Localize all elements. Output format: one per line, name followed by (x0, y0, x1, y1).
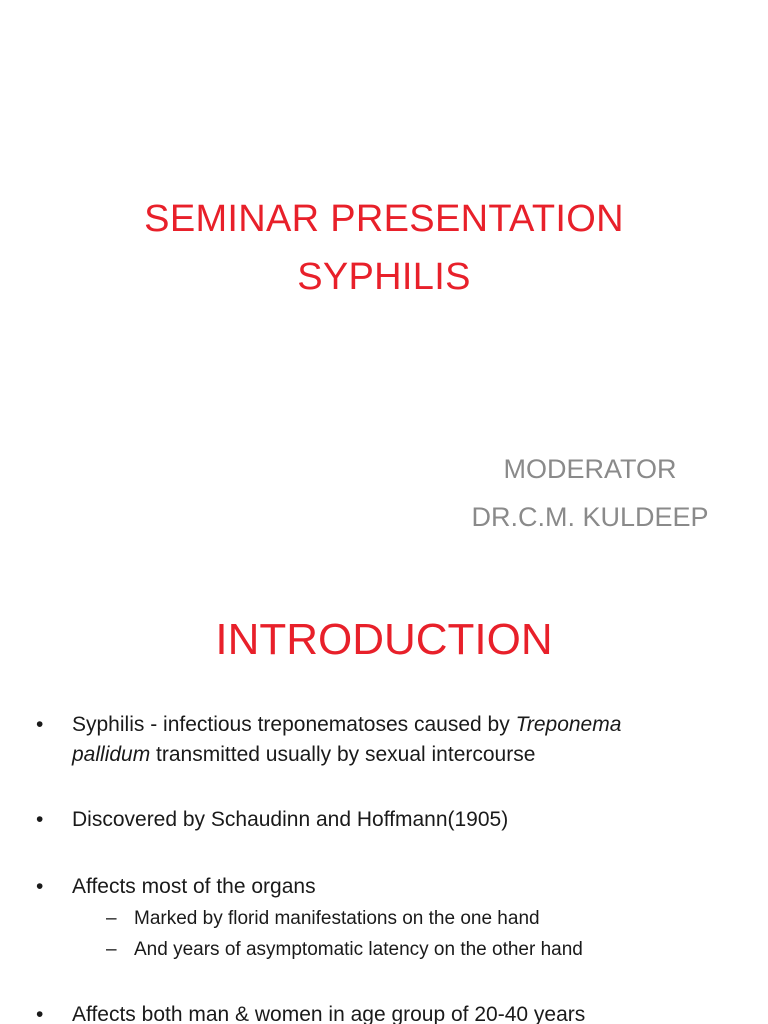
sub-item-text: And years of asymptomatic latency on the other hand (134, 939, 583, 960)
presentation-title (0, 190, 768, 306)
bullet-text (72, 710, 732, 770)
dash-icon: – (106, 908, 117, 929)
moderator-label: MODERATOR (503, 454, 677, 484)
bullet-text: Affects most of the organs (72, 875, 316, 898)
bullet-italic-segment: pallidum (72, 743, 151, 766)
title-line-seminar: SEMINAR PRESENTATION (144, 198, 624, 240)
bullet-dot-icon: • (36, 1003, 44, 1024)
bullet-dot-icon: • (36, 808, 44, 831)
slide-title: INTRODUCTION (215, 615, 553, 664)
bullet-text: Affects both man & women in age group of 20-40 years (72, 1003, 586, 1024)
moderator-block (430, 445, 750, 541)
bullet-line-1 (72, 710, 732, 740)
bullet-text-segment: Syphilis - infectious treponematoses caused by (72, 713, 516, 736)
bullet-italic-segment: Treponema (515, 713, 622, 736)
sub-item-text: Marked by florid manifestations on the one hand (134, 908, 540, 929)
dash-icon: – (106, 939, 117, 960)
moderator-name: DR.C.M. KULDEEP (471, 502, 709, 532)
bullet-line-2 (72, 740, 732, 770)
bullet-list (0, 580, 768, 1024)
introduction-slide (0, 580, 768, 1024)
bullet-dot-icon: • (36, 875, 44, 898)
bullet-item-definition (36, 710, 736, 772)
bullet-text: Discovered by Schaudinn and Hoffmann(1905) (72, 808, 509, 831)
bullet-dot-icon: • (36, 713, 44, 736)
bullet-text-segment: transmitted usually by sexual intercourse (150, 743, 536, 766)
title-line-topic: SYPHILIS (297, 256, 471, 298)
